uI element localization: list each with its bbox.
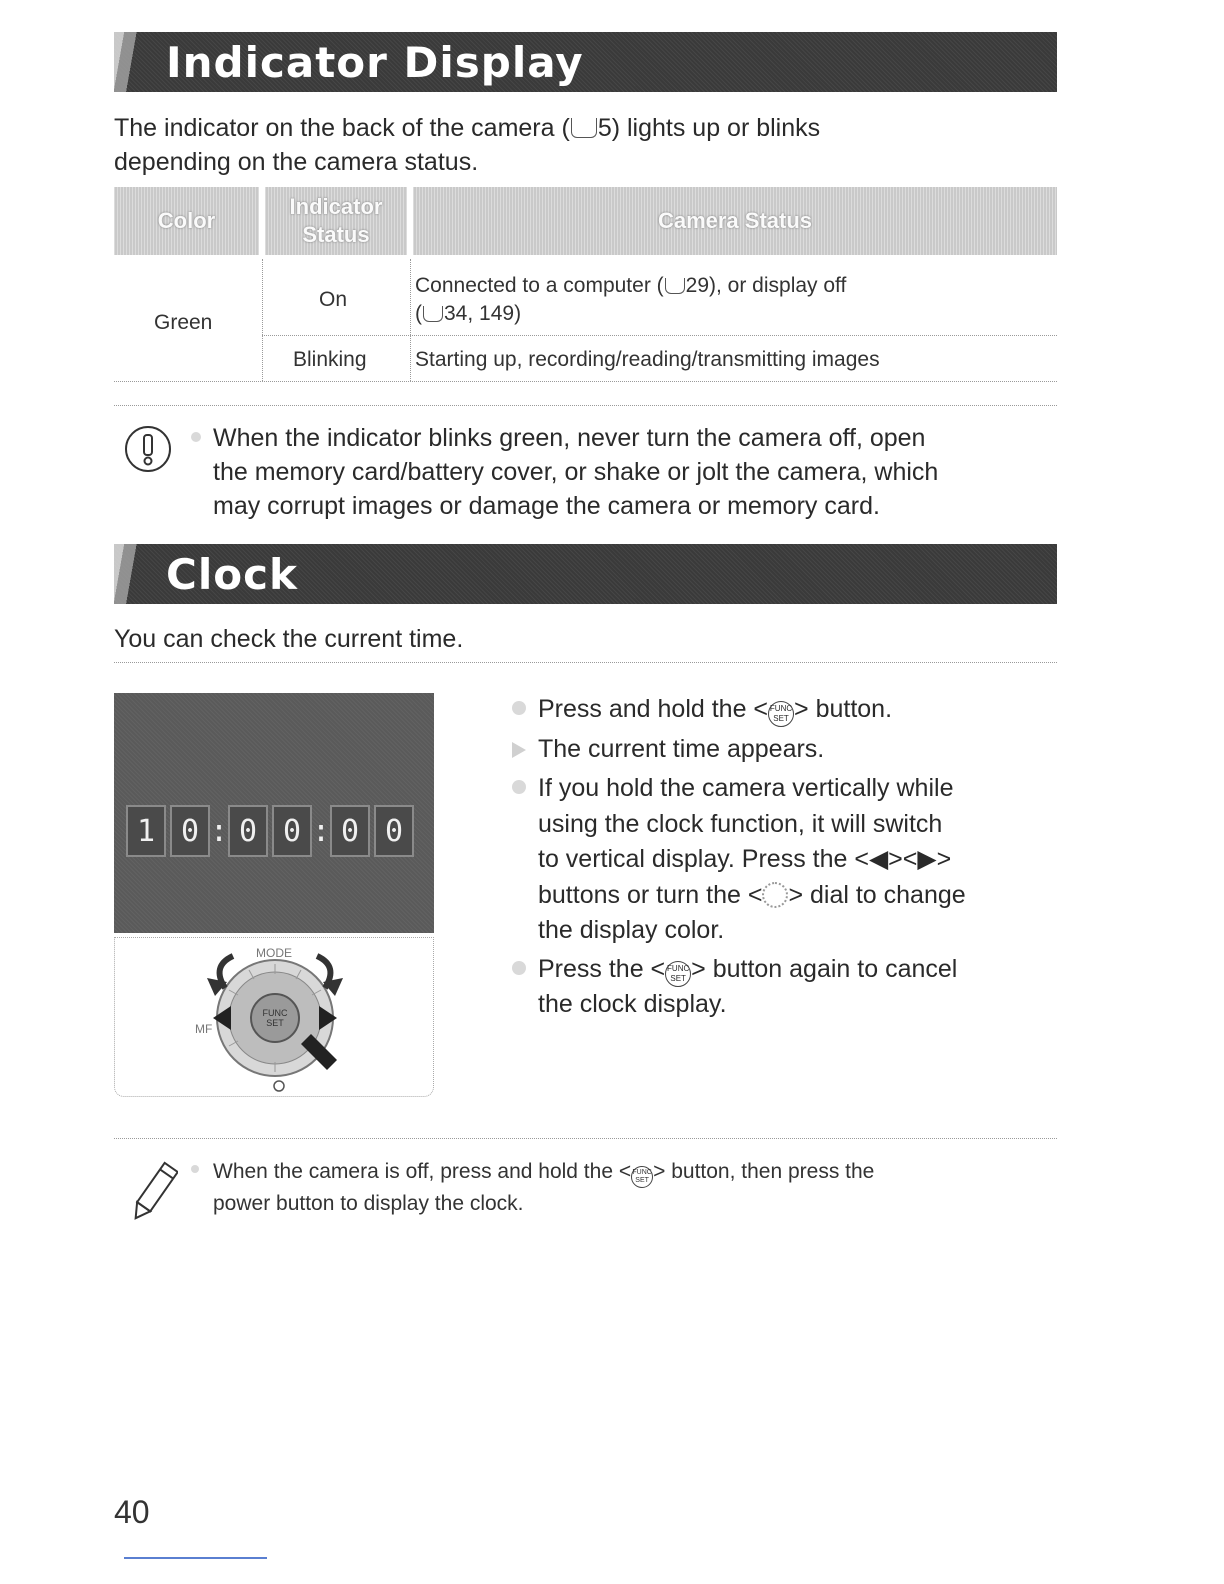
step-text: If you hold the camera vertically while — [538, 774, 954, 802]
clock-digits — [126, 805, 414, 857]
bullet-icon — [512, 780, 526, 794]
step-2: The current time appears. — [538, 735, 825, 763]
table-cell-color: Green — [154, 311, 213, 334]
table-divider — [410, 259, 411, 381]
clock-digit: 0 — [374, 805, 414, 857]
func-label: FUNC — [632, 1169, 652, 1176]
step-text: > dial to change — [788, 880, 966, 909]
bullet-icon — [191, 1165, 199, 1173]
table-divider — [262, 259, 263, 381]
table-cell-status-on: On — [319, 288, 348, 311]
table-cell-camera-blinking: Starting up, recording/reading/transmitting images — [415, 348, 880, 371]
book-ref-icon — [423, 306, 443, 322]
clock-screen-illustration — [114, 693, 434, 933]
bullet-icon — [512, 961, 526, 975]
caution-line: the memory card/battery cover, or shake or jolt the camera, which — [213, 458, 939, 486]
step-text: the clock display. — [538, 990, 727, 1018]
table-cell-camera-on: Connected to a computer ( 29), or display off ( 34, 149) — [415, 274, 847, 325]
control-dial-icon — [762, 882, 788, 908]
clock-digit: 0 — [170, 805, 210, 857]
step-text: using the clock function, it will switch — [538, 809, 943, 838]
intro-text: The indicator on the back of the camera ( — [114, 114, 570, 142]
caution-line: may corrupt images or damage the camera or memory card. — [213, 492, 880, 520]
cell-text: 29), or display off — [685, 274, 847, 297]
clock-digit: 0 — [272, 805, 312, 857]
intro-text: ) lights up or blinks — [611, 114, 821, 142]
func-label: SET — [773, 714, 789, 723]
note-line: When the camera is off, press and hold the < — [213, 1160, 632, 1183]
book-ref-icon — [665, 278, 685, 294]
bullet-icon — [191, 432, 201, 442]
page-underline — [124, 1557, 267, 1559]
result-arrow-icon — [512, 742, 526, 758]
pencil-icon — [130, 1156, 178, 1228]
page-number: 40 — [114, 1494, 150, 1530]
cell-text: 34, 149) — [444, 302, 522, 325]
section-divider — [114, 405, 1057, 406]
step-text: buttons or turn the < — [538, 880, 763, 909]
caution-line: When the indicator blinks green, never turn the camera off, open — [213, 424, 926, 452]
bullet-icon — [512, 701, 526, 715]
table-divider — [114, 381, 1057, 382]
section-title: Indicator Display — [166, 38, 584, 87]
step-text: > button. — [794, 695, 893, 723]
section-divider — [114, 662, 1057, 663]
table-header-camera-status: Camera Status — [413, 187, 1057, 255]
step-text: Press the < — [538, 955, 666, 983]
step-text: > button again to cancel — [691, 955, 958, 983]
step-1 — [538, 692, 892, 727]
intro-text: depending on the camera status. — [114, 148, 479, 176]
step-text: the display color. — [538, 916, 725, 944]
section-banner-clock — [114, 544, 1057, 604]
control-dial-illustration — [114, 937, 434, 1097]
section-title: Clock — [166, 550, 298, 599]
step-3 — [538, 771, 966, 949]
func-label: FUNC — [769, 704, 793, 713]
func-label: SET — [635, 1177, 649, 1184]
clock-digit: 1 — [126, 805, 166, 857]
func-set-icon — [665, 961, 691, 987]
func-set-icon — [631, 1166, 653, 1188]
step-4 — [538, 952, 957, 1021]
dial-label-left: MF — [195, 1022, 213, 1036]
table-divider — [262, 335, 1057, 336]
caution-icon — [122, 423, 174, 475]
cell-text: Connected to a computer ( — [415, 274, 664, 297]
table-header-indicator-status: Indicator Status — [265, 187, 407, 255]
clock-digit: 0 — [228, 805, 268, 857]
func-set-icon — [768, 701, 794, 727]
note-line: > button, then press the — [653, 1160, 875, 1183]
table-cell-status-blinking: Blinking — [293, 348, 367, 371]
note-text — [213, 1156, 874, 1220]
step-text: Press and hold the < — [538, 695, 769, 723]
left-arrow-icon: ◀ — [868, 845, 889, 873]
dial-func-label: FUNC SET — [262, 1008, 288, 1028]
intro-paragraph — [114, 111, 820, 179]
step-text: to vertical display. Press the < — [538, 845, 869, 873]
note-line: power button to display the clock. — [213, 1192, 524, 1215]
clock-intro: You can check the current time. — [114, 625, 464, 653]
book-ref-icon — [571, 118, 597, 138]
clock-digit: 0 — [330, 805, 370, 857]
func-label: SET — [670, 974, 686, 983]
dial-label-top: MODE — [256, 946, 292, 960]
caution-text — [213, 421, 938, 523]
step-text: >< — [888, 845, 918, 873]
clock-colon: : — [311, 813, 331, 849]
table-header-color: Color — [114, 187, 259, 255]
page-ref: 5 — [597, 114, 612, 142]
section-banner-indicator — [114, 32, 1057, 92]
clock-colon: : — [209, 813, 229, 849]
step-text: > — [936, 845, 952, 873]
right-arrow-icon: ▶ — [917, 845, 937, 873]
section-divider — [114, 1138, 1057, 1139]
func-label: FUNC — [667, 964, 690, 973]
